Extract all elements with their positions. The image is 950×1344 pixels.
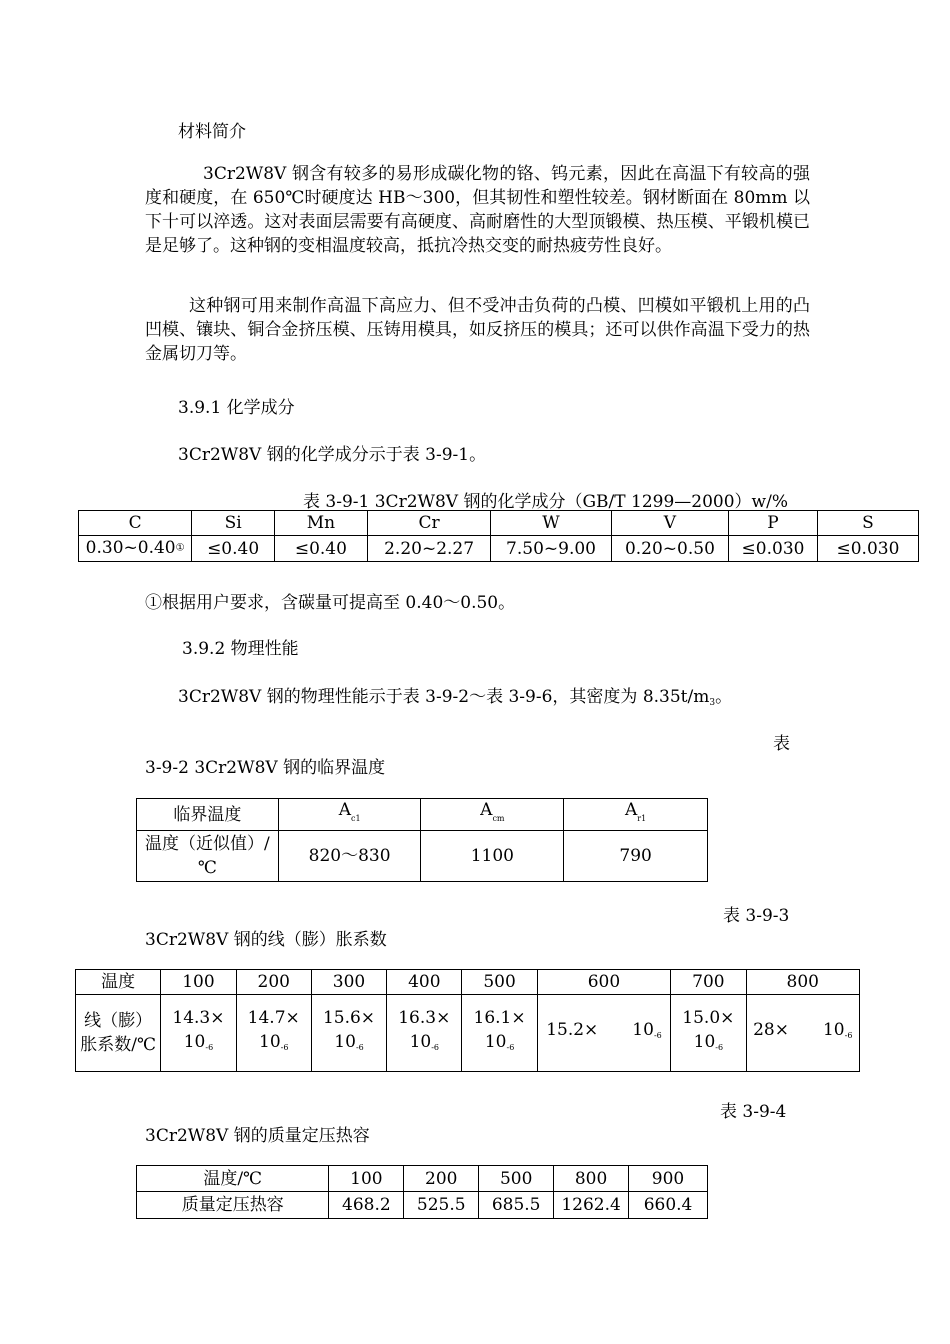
value-cell <box>79 536 192 562</box>
pow-text: 10 <box>183 1032 206 1052</box>
table-caption-3-9-3: 3Cr2W8V 钢的线（膨）胀系数 <box>145 930 387 950</box>
header-cell: 300 <box>311 970 386 995</box>
header-subscript: r1 <box>637 814 647 823</box>
coef-text: 15.2× <box>546 1020 599 1040</box>
table-header-row <box>137 1166 708 1192</box>
header-cell: Cr <box>367 511 490 536</box>
unit-superscript: 3 <box>709 698 716 708</box>
header-text: A <box>480 800 493 820</box>
table-row <box>79 536 919 562</box>
table-caption-3-9-4-right: 表 3-9-4 <box>720 1102 787 1122</box>
value-cell: 525.5 <box>404 1192 479 1219</box>
value-cell <box>161 995 236 1072</box>
table-caption-3-9-3-right: 表 3-9-3 <box>723 906 790 926</box>
pow-text: 10 <box>334 1032 356 1052</box>
heat-capacity-table <box>136 1165 708 1219</box>
table-caption-3-9-4: 3Cr2W8V 钢的质量定压热容 <box>145 1126 370 1146</box>
row-label: 温度（近似值）/℃ <box>137 831 279 882</box>
chem-composition-table <box>78 510 919 562</box>
value-cell: 0.20~0.50 <box>611 536 728 562</box>
cell-text: 0.30~0.40 <box>85 538 176 559</box>
critical-temperature-table <box>136 798 708 882</box>
header-cell: 100 <box>161 970 236 995</box>
value-cell <box>311 995 386 1072</box>
coef-text: 14.3× <box>172 1008 225 1028</box>
table-header-row <box>76 970 860 995</box>
section-heading-physical: 3.9.2 物理性能 <box>182 639 299 659</box>
table-caption-3-9-1: 表 3-9-1 3Cr2W8V 钢的化学成分（GB/T 1299—2000）w/% <box>303 492 788 512</box>
value-cell <box>537 995 671 1072</box>
exp-text: -6 <box>653 1031 662 1040</box>
coef-text: 28× <box>753 1020 789 1040</box>
header-cell: Si <box>192 511 275 536</box>
value-cell: 2.20~2.27 <box>367 536 490 562</box>
pow-text: 10 <box>484 1032 507 1052</box>
value-cell: 7.50~9.00 <box>491 536 611 562</box>
header-text: A <box>625 800 638 820</box>
value-cell: ≤0.40 <box>192 536 275 562</box>
header-cell: 100 <box>329 1166 404 1192</box>
value-cell: 1262.4 <box>554 1192 629 1219</box>
section-heading-intro: 材料简介 <box>178 122 246 142</box>
exp-text: -6 <box>205 1043 214 1052</box>
header-cell: W <box>491 511 611 536</box>
table-caption-3-9-2: 3-9-2 3Cr2W8V 钢的临界温度 <box>145 758 386 778</box>
exp-text: -6 <box>280 1043 289 1052</box>
header-cell: 200 <box>236 970 311 995</box>
physical-text-end: 。 <box>715 687 733 707</box>
value-cell <box>462 995 537 1072</box>
physical-text: 3Cr2W8V 钢的物理性能示于表 3-9-2～表 3-9-6，其密度为 8.35t/m <box>178 687 710 707</box>
header-cell: Mn <box>274 511 367 536</box>
footnote: ①根据用户要求，含碳量可提高至 0.40～0.50。 <box>145 593 516 613</box>
table-row <box>137 831 708 882</box>
exp-text: -6 <box>715 1043 724 1052</box>
value-cell: 820～830 <box>278 831 421 882</box>
header-cell: 800 <box>554 1166 629 1192</box>
header-cell <box>421 799 564 831</box>
exp-text: -6 <box>844 1031 853 1040</box>
coef-text: 15.6× <box>322 1008 376 1028</box>
header-cell: 温度 <box>76 970 161 995</box>
header-subscript: cm <box>492 814 505 823</box>
header-cell: 700 <box>671 970 746 995</box>
value-cell <box>236 995 311 1072</box>
pow-text: 10 <box>693 1032 716 1052</box>
pow-text: 10 <box>409 1032 432 1052</box>
exp-text: -6 <box>506 1043 515 1052</box>
table-header-row <box>137 799 708 831</box>
table-caption-3-9-2-right: 表 <box>773 734 790 754</box>
value-cell: 790 <box>564 831 708 882</box>
table-row <box>137 1192 708 1219</box>
value-cell: ≤0.030 <box>817 536 918 562</box>
header-cell: 600 <box>537 970 671 995</box>
header-cell: P <box>729 511 818 536</box>
value-cell <box>671 995 746 1072</box>
coef-text: 15.0× <box>682 1008 735 1028</box>
value-cell <box>746 995 860 1072</box>
table-header-row <box>79 511 919 536</box>
coef-text: 14.7× <box>247 1008 300 1028</box>
pow-text: 10 <box>822 1020 845 1040</box>
header-cell: 临界温度 <box>137 799 279 831</box>
value-cell: ≤0.030 <box>729 536 818 562</box>
intro-paragraph-2: 这种钢可用来制作高温下高应力、但不受冲击负荷的凸模、凹模如平锻机上用的凸凹模、镶块、铜合金挤压模、压铸用模具，如反挤压的模具；还可以供作高温下受力的热金属切刀等。 <box>145 296 810 364</box>
value-cell: ≤0.40 <box>274 536 367 562</box>
header-cell: C <box>79 511 192 536</box>
header-cell: 500 <box>462 970 537 995</box>
header-cell: 400 <box>387 970 462 995</box>
row-label: 质量定压热容 <box>137 1192 329 1219</box>
expansion-coefficient-table <box>75 969 860 1072</box>
header-cell: 900 <box>629 1166 708 1192</box>
value-cell: 685.5 <box>479 1192 554 1219</box>
header-text: A <box>338 800 351 820</box>
header-cell: 800 <box>746 970 860 995</box>
chem-intro-text: 3Cr2W8V 钢的化学成分示于表 3-9-1。 <box>178 445 487 465</box>
exp-text: -6 <box>431 1043 440 1052</box>
row-label: 线（膨）胀系数/℃ <box>76 995 161 1072</box>
physical-intro-text <box>178 682 732 708</box>
header-cell <box>564 799 708 831</box>
header-cell: V <box>611 511 728 536</box>
table-row <box>76 995 860 1072</box>
header-cell <box>278 799 421 831</box>
header-cell: S <box>817 511 918 536</box>
value-cell: 660.4 <box>629 1192 708 1219</box>
header-cell: 200 <box>404 1166 479 1192</box>
value-cell <box>387 995 462 1072</box>
value-cell: 1100 <box>421 831 564 882</box>
coef-text: 16.3× <box>398 1008 451 1028</box>
pow-text: 10 <box>632 1020 654 1040</box>
value-cell: 468.2 <box>329 1192 404 1219</box>
header-subscript: c1 <box>350 814 361 823</box>
exp-text: -6 <box>355 1043 364 1052</box>
pow-text: 10 <box>259 1032 281 1052</box>
section-heading-chem: 3.9.1 化学成分 <box>178 398 295 418</box>
footnote-mark: ① <box>175 542 185 554</box>
coef-text: 16.1× <box>473 1008 526 1028</box>
intro-paragraph-1: 3Cr2W8V 钢含有较多的易形成碳化物的铬、钨元素，因此在高温下有较高的强度和硬度，在 650℃时硬度达 HB～300，但其韧性和塑性较差。钢材断面在 80mm 以下十可以淬透。这对表面层需要有高硬度、高耐磨性的大型顶锻模、热压模、平锻机模已是足够了。这种钢的变相温度较高，抵抗冷热交变的耐热疲劳性良好。 <box>145 164 810 256</box>
header-cell: 温度/℃ <box>137 1166 329 1192</box>
header-cell: 500 <box>479 1166 554 1192</box>
